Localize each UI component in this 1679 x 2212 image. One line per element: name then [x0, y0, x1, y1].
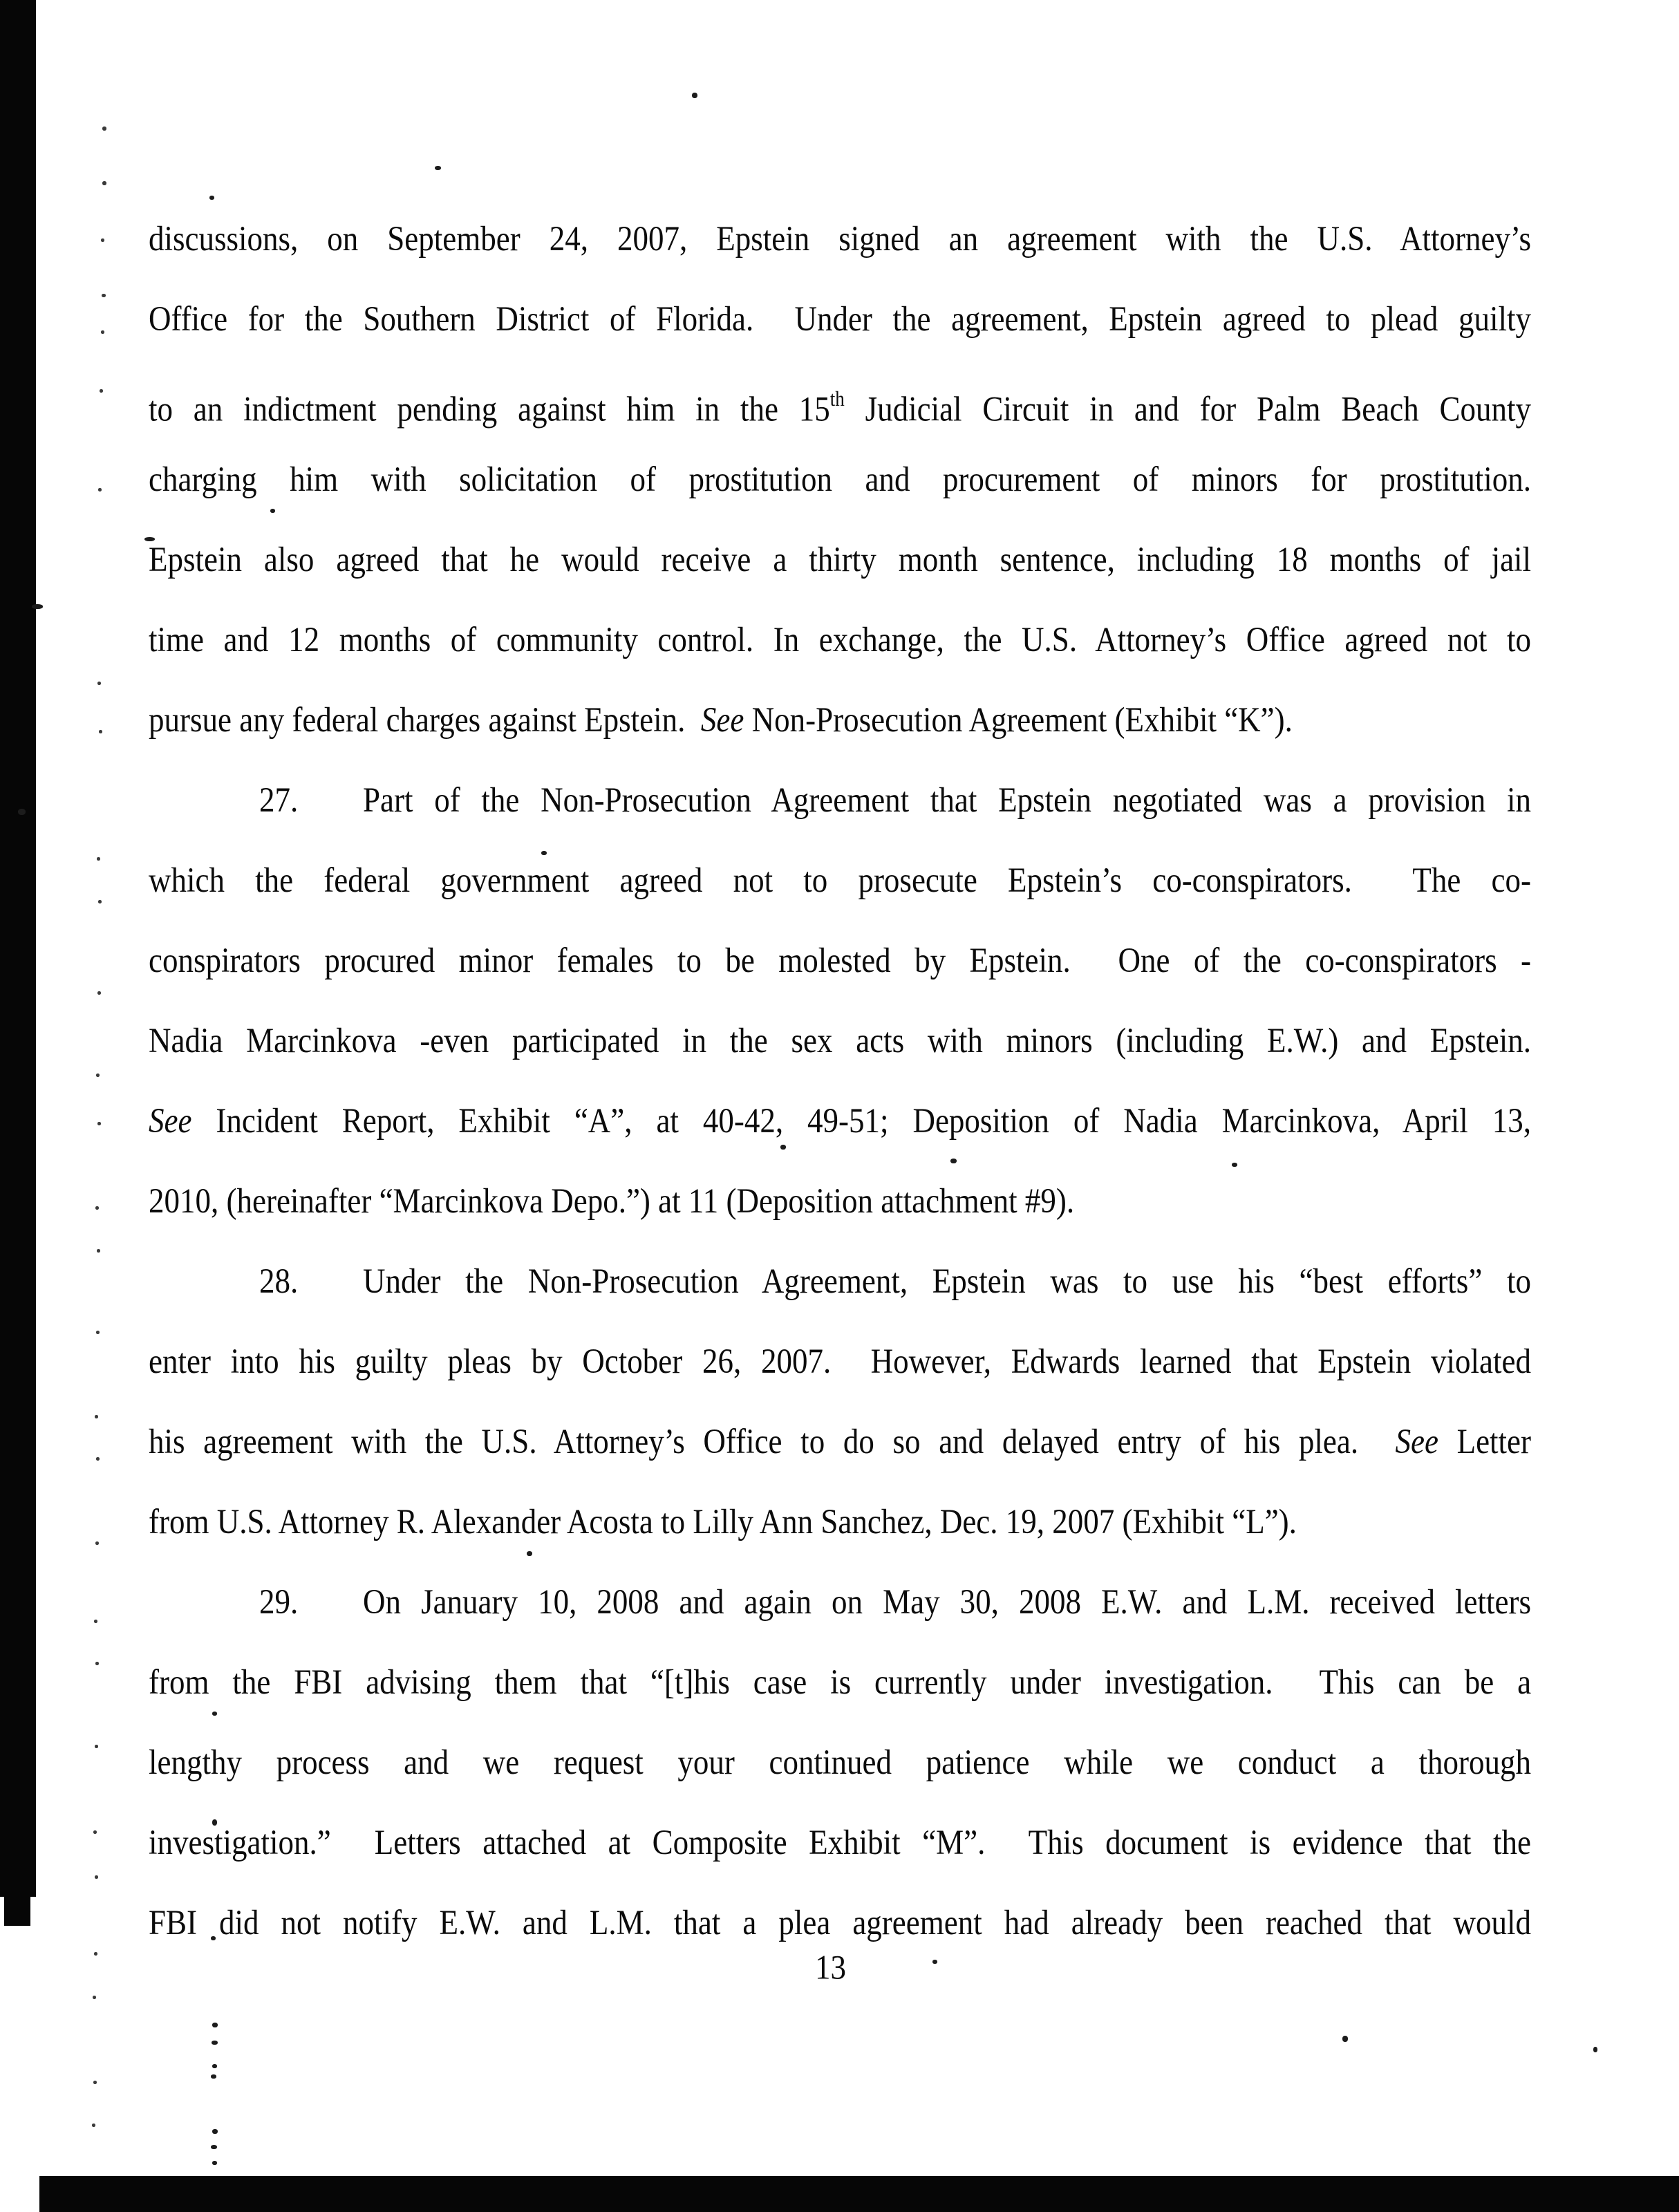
- line-content: [259, 1582, 1531, 1622]
- scan-speck: [100, 389, 103, 393]
- text-line: [149, 1235, 1531, 1326]
- text-line: [149, 754, 1531, 845]
- scan-speck: [97, 1122, 101, 1125]
- line-content: [259, 780, 1531, 820]
- text-line: [149, 674, 1531, 765]
- line-content: [149, 540, 1531, 579]
- text-run: Under the Non-Prosecution Agreement, Epstein was to use his “best efforts” to: [363, 1261, 1531, 1301]
- line-content: [259, 1262, 1531, 1301]
- text-line: [149, 1315, 1531, 1406]
- scan-speck: [102, 126, 106, 131]
- scan-speck: [435, 166, 441, 170]
- scan-speck: [96, 1074, 100, 1077]
- scan-speck: [212, 2041, 218, 2045]
- scan-speck: [96, 1457, 100, 1461]
- line-content: [149, 1422, 1531, 1461]
- text-line: [149, 1797, 1531, 1887]
- text-line: [149, 433, 1531, 524]
- line-content: [149, 1101, 1531, 1141]
- text-line: [149, 834, 1531, 925]
- text-run: time and 12 months of community control. In exchange, the U.S. Attorney’s Office agreed not to: [149, 619, 1531, 659]
- text-run: discussions, on September 24, 2007, Epstein signed an agreement with the U.S. Attorney’s: [149, 218, 1532, 259]
- scan-speck: [97, 682, 101, 685]
- scan-speck: [212, 2064, 217, 2068]
- scan-speck: [97, 991, 101, 995]
- paragraph-number: 27.: [259, 780, 299, 820]
- text-line: [149, 1155, 1531, 1246]
- text-line: [149, 1075, 1531, 1165]
- page-number: 13: [815, 1948, 846, 1987]
- text-line: [149, 1716, 1531, 1807]
- text-run: Epstein also agreed that he would receive a thirty month sentence, including 18 months of jail: [149, 539, 1532, 579]
- scan-speck: [211, 2074, 216, 2079]
- text-run: FBI did not notify E.W. and L.M. that a plea agreement had already been reached that would: [149, 1902, 1531, 1942]
- line-content: [149, 1662, 1531, 1702]
- scan-speck: [96, 1331, 100, 1334]
- scan-speck: [211, 2145, 217, 2149]
- text-run: charging him with solicitation of prostitution and procurement of minors for prostitution.: [149, 459, 1531, 499]
- text-run: from U.S. Attorney R. Alexander Acosta to Lilly Ann Sanchez, Dec. 19, 2007 (Exhibit “L”).: [149, 1501, 1297, 1541]
- text-line: [149, 1556, 1531, 1647]
- scan-speck: [95, 1541, 99, 1545]
- scan-speck: [101, 238, 104, 242]
- scan-speck: [98, 488, 102, 491]
- scan-border-bar: [39, 2176, 1679, 2212]
- scan-border-bar: [0, 0, 36, 1897]
- text-run: Nadia Marcinkova -even participated in the sex acts with minors (including E.W.) and Epstein.: [149, 1020, 1531, 1060]
- text-run: Non-Prosecution Agreement (Exhibit “K”).: [744, 700, 1293, 740]
- text-line: [149, 193, 1531, 283]
- line-content: [149, 620, 1531, 659]
- italic-citation-run: See: [700, 700, 744, 740]
- scan-speck: [212, 2023, 218, 2027]
- scan-speck: [1593, 2047, 1597, 2052]
- line-content: [149, 861, 1531, 900]
- scan-speck: [32, 604, 43, 609]
- scan-speck: [99, 730, 102, 733]
- text-run: investigation.” Letters attached at Composite Exhibit “M”. This document is evidence that the: [149, 1822, 1531, 1862]
- text-run: Part of the Non-Prosecution Agreement that Epstein negotiated was a provision in: [363, 780, 1531, 820]
- text-line: [149, 353, 1531, 444]
- line-content: [149, 389, 1531, 429]
- text-run: Incident Report, Exhibit “A”, at 40-42, 49-51; Deposition of Nadia Marcinkova, April 13,: [191, 1100, 1531, 1141]
- text-line: [149, 594, 1531, 684]
- line-content: [149, 460, 1531, 499]
- scan-speck: [93, 1996, 96, 1999]
- text-run: lengthy process and we request your continued patience while we conduct a thorough: [149, 1742, 1531, 1782]
- scan-speck: [98, 900, 102, 903]
- text-line: [149, 514, 1531, 604]
- text-run: his agreement with the U.S. Attorney’s Office to do so and delayed entry of his plea.: [149, 1421, 1396, 1461]
- scan-speck: [92, 2124, 95, 2127]
- scan-border-bar: [4, 1897, 30, 1926]
- line-content: [149, 1903, 1531, 1942]
- scan-speck: [692, 93, 697, 98]
- text-run: to an indictment pending against him in the 15: [149, 389, 830, 429]
- scan-speck: [93, 2081, 97, 2084]
- text-run: enter into his guilty pleas by October 26, 2007. However, Edwards learned that Epstein violated: [149, 1341, 1531, 1381]
- text-line: [149, 915, 1531, 1005]
- line-content: [149, 1181, 1074, 1221]
- line-content: [149, 941, 1531, 980]
- text-run: Letter: [1438, 1421, 1532, 1461]
- scan-speck: [95, 1206, 99, 1210]
- scan-speck: [97, 857, 100, 861]
- italic-citation-run: See: [1395, 1421, 1438, 1461]
- line-content: [149, 1823, 1531, 1862]
- text-run: from the FBI advising them that “[t]his case is currently under investigation. This can be a: [149, 1662, 1532, 1702]
- line-content: [149, 299, 1531, 339]
- text-run: Judicial Circuit in and for Palm Beach County: [844, 389, 1532, 429]
- scan-speck: [95, 1415, 98, 1418]
- scan-speck: [102, 294, 106, 297]
- scan-speck: [212, 2161, 217, 2165]
- scan-speck: [1342, 2036, 1348, 2042]
- line-content: [149, 700, 1293, 740]
- scan-speck: [95, 1662, 99, 1665]
- text-line: [149, 273, 1531, 364]
- line-content: [149, 1743, 1531, 1782]
- text-line: [149, 1396, 1531, 1486]
- line-content: [149, 219, 1531, 259]
- scan-speck: [95, 1745, 98, 1748]
- text-run: pursue any federal charges against Epstein.: [149, 700, 701, 740]
- scan-speck: [95, 1875, 98, 1879]
- document-body: [149, 198, 1531, 1962]
- paragraph-number: 29.: [259, 1582, 299, 1622]
- superscript-run: th: [829, 387, 845, 411]
- scan-speck: [93, 1830, 97, 1834]
- scan-speck: [101, 330, 104, 334]
- text-run: 2010, (hereinafter “Marcinkova Depo.”) at 11 (Deposition attachment #9).: [149, 1181, 1075, 1221]
- scan-speck: [94, 1620, 97, 1623]
- text-run: Office for the Southern District of Florida. Under the agreement, Epstein agreed to plead guilty: [149, 299, 1531, 339]
- text-line: [149, 1636, 1531, 1727]
- line-content: [149, 1502, 1297, 1541]
- scan-speck: [212, 2129, 218, 2134]
- scan-speck: [18, 809, 26, 815]
- scan-speck: [102, 181, 106, 185]
- scan-speck: [97, 1249, 100, 1253]
- line-content: [149, 1021, 1531, 1060]
- italic-citation-run: See: [149, 1100, 192, 1141]
- paragraph-number: 28.: [259, 1261, 299, 1301]
- text-line: [149, 1476, 1531, 1566]
- text-run: which the federal government agreed not to prosecute Epstein’s co-conspirators. The co-: [149, 860, 1532, 900]
- text-run: On January 10, 2008 and again on May 30, 2008 E.W. and L.M. received letters: [363, 1582, 1531, 1622]
- line-content: [149, 1342, 1531, 1381]
- text-line: [149, 995, 1531, 1085]
- text-run: conspirators procured minor females to be molested by Epstein. One of the co-conspirators -: [149, 940, 1532, 980]
